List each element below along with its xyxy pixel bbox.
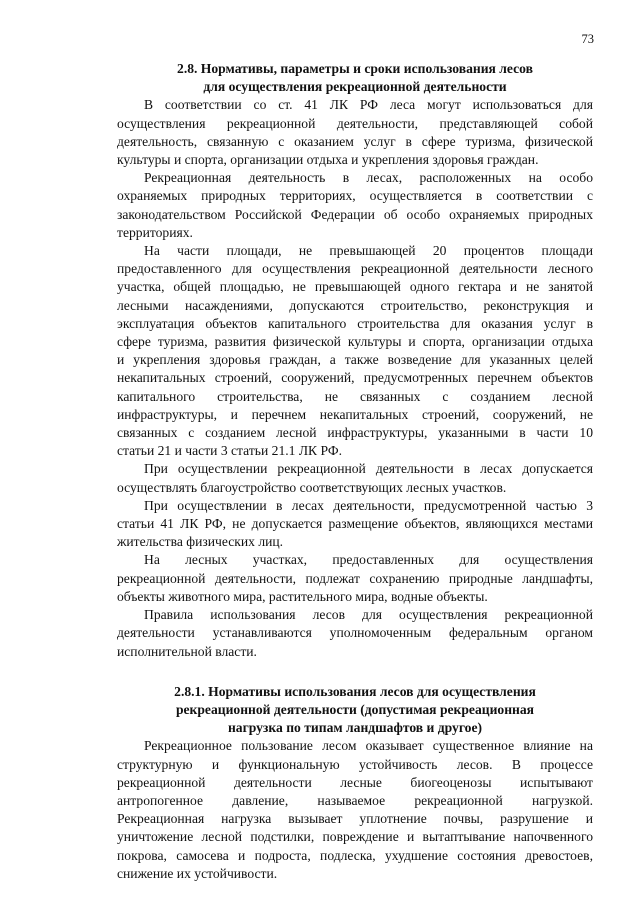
- text-line: охраняемых природных территориях, осуществляется в соответствии с: [117, 188, 593, 204]
- text-line: связанных с созданием лесной инфраструктуры, указанными в части 10: [117, 425, 593, 441]
- text-line: При осуществлении рекреационной деятельности в лесах допускается: [144, 461, 593, 477]
- text-line: капитального строительства, не связанных с созданием лесной: [117, 388, 593, 404]
- text-line: рекреационной деятельности лесные биогеоценозы испытывают: [117, 774, 593, 790]
- section-body: [117, 96, 593, 660]
- section-heading: [117, 60, 593, 96]
- text-line: сфере туризма, развития физической культуры и спорта, организации отдыха: [117, 334, 593, 350]
- text-line: предоставленного для осуществления рекреационной деятельности лесного: [117, 261, 593, 277]
- subsection-heading: [117, 683, 593, 738]
- text-line: жительства физических лиц.: [117, 534, 284, 550]
- text-line: исполнительной власти.: [117, 643, 257, 659]
- paragraph: [117, 551, 593, 606]
- text-line: некапитальных строений, сооружений, предусмотренных перечнем объектов: [117, 370, 593, 386]
- text-line: деятельности устанавливаются уполномоченным федеральным органом: [117, 625, 593, 641]
- text-line: эксплуатация объектов капитального строительства для оказания услуг в: [117, 315, 593, 331]
- text-line: объекты животного мира, растительного мира, водные объекты.: [117, 588, 488, 604]
- text-line: территориях.: [117, 224, 193, 240]
- text-line: На лесных участках, предоставленных для осуществления: [144, 552, 593, 568]
- heading-line: для осуществления рекреационной деятельности: [203, 79, 507, 95]
- section-gap: [117, 661, 593, 683]
- text-line: и укрепления здоровья граждан, а также возведение для указанных целей: [117, 352, 593, 368]
- paragraph: [117, 96, 593, 169]
- paragraph: [117, 606, 593, 661]
- text-line: статьи 21 и части 3 статьи 21.1 ЛК РФ.: [117, 443, 342, 459]
- text-line: лесными насаждениями, допускаются строительство, реконструкция и: [117, 297, 593, 313]
- text-line: участка, общей площадью, не превышающей одного гектара и не занятой: [117, 279, 593, 295]
- text-line: Рекреационное пользование лесом оказывает существенное влияние на: [144, 738, 593, 754]
- paragraph: [117, 169, 593, 242]
- text-line: В соответствии со ст. 41 ЛК РФ леса могут использоваться для: [144, 97, 593, 113]
- text-line: деятельность, связанную с оказанием услуг в сфере туризма, физической: [117, 133, 593, 149]
- text-line: антропогенное давление, называемое рекреационной нагрузкой.: [117, 792, 593, 808]
- text-line: При осуществлении в лесах деятельности, предусмотренной частью 3: [144, 497, 593, 513]
- paragraph: [117, 242, 593, 460]
- heading-line: нагрузка по типам ландшафтов и другое): [227, 720, 483, 736]
- text-line: статьи 41 ЛК РФ, не допускается размещение объектов, являющихся местами: [117, 516, 593, 532]
- paragraph: [117, 737, 593, 883]
- text-line: осуществления рекреационной деятельности, представляющей собой: [117, 115, 593, 131]
- heading-line: рекреационной деятельности (допустимая рекреационная: [175, 701, 535, 717]
- page-number: 73: [581, 32, 594, 46]
- text-line: осуществлять благоустройство соответствующих лесных участков.: [117, 479, 507, 495]
- text-line: структурную и функциональную устойчивость лесов. В процессе: [117, 756, 593, 772]
- text-line: культуры и спорта, организации отдыха и укрепления здоровья граждан.: [117, 152, 539, 168]
- text-line: Рекреационная нагрузка вызывает уплотнение почвы, разрушение и: [117, 811, 593, 827]
- text-line: покрова, самосева и подроста, подлеска, ухудшение состояния древостоев,: [117, 847, 593, 863]
- paragraph: [117, 497, 593, 552]
- heading-line: 2.8. Нормативы, параметры и сроки использования лесов: [177, 61, 533, 76]
- text-line: снижение их устойчивости.: [117, 865, 278, 881]
- subsection-body: [117, 737, 593, 883]
- text-line: уничтожение лесной подстилки, повреждение и вытаптывание напочвенного: [117, 829, 593, 845]
- text-line: Правила использования лесов для осуществления рекреационной: [144, 607, 593, 623]
- paragraph: [117, 460, 593, 496]
- text-line: рекреационной деятельности, подлежат сохранению природные ландшафты,: [117, 570, 593, 586]
- text-line: Рекреационная деятельность в лесах, расположенных на особо: [144, 170, 593, 186]
- page-content: [117, 60, 593, 883]
- text-line: инфраструктуры, и перечнем некапитальных строений, сооружений, не: [117, 406, 593, 422]
- text-line: На части площади, не превышающей 20 процентов площади: [144, 243, 593, 259]
- heading-line: 2.8.1. Нормативы использования лесов для осуществления: [174, 683, 536, 699]
- text-line: законодательством Российской Федерации об особо охраняемых природных: [117, 206, 593, 222]
